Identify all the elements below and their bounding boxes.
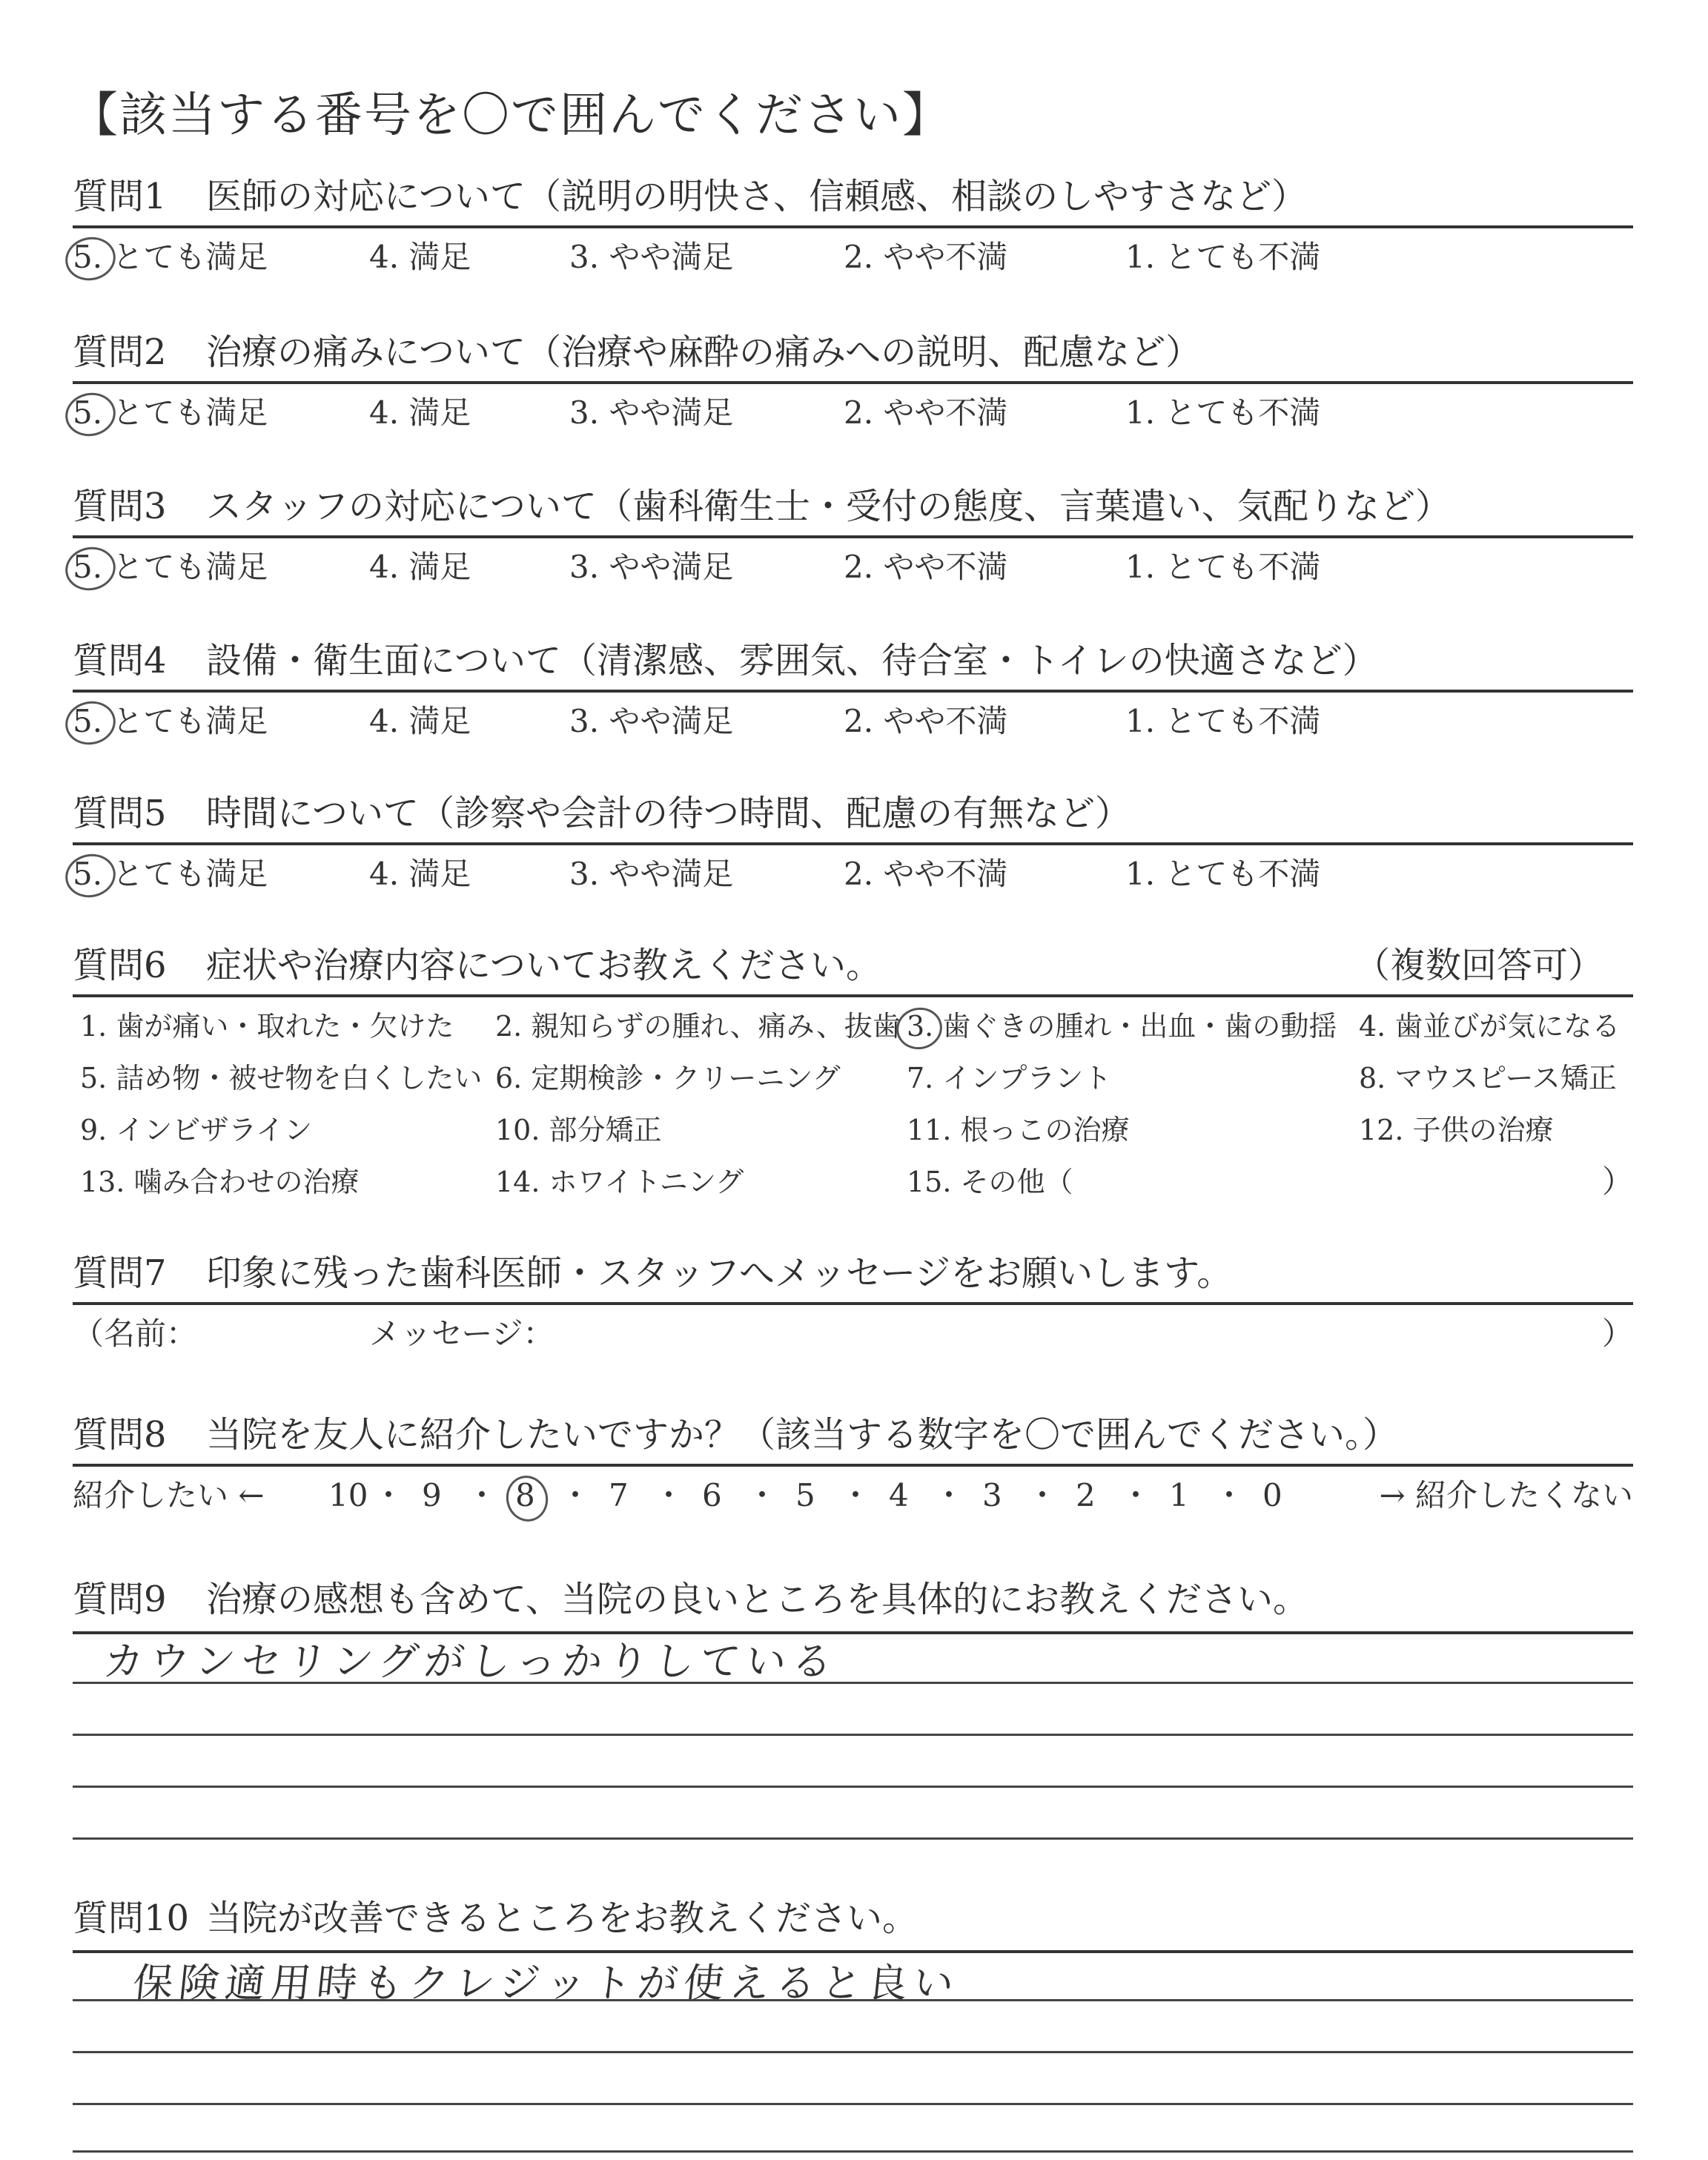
recommend-scale — [73, 1470, 1633, 1522]
symptom-option[interactable]: 5. 詰め物・被せ物を白くしたい — [80, 1062, 483, 1094]
question-text: スタッフの対応について（歯科衛生士・受付の態度、言葉遣い、気配りなど） — [206, 486, 1452, 527]
scale-separator: ・ — [1214, 1477, 1245, 1513]
question-text: 医師の対応について（説明の明快さ、信頼感、相談のしやすさなど） — [206, 176, 1308, 217]
scale-separator: ・ — [933, 1477, 965, 1513]
scale-number[interactable]: 3 — [982, 1477, 1002, 1513]
scale-number[interactable]: 4 — [889, 1477, 909, 1513]
question-text: 時間について（診察や会計の待つ時間、配慮の有無など） — [206, 793, 1131, 834]
page-title: 【該当する番号を〇で囲んでください】 — [70, 88, 951, 143]
scale-number[interactable]: 0 — [1262, 1477, 1282, 1513]
rating-option[interactable]: 3. やや満足 — [569, 239, 734, 275]
question-label: 質問8 — [73, 1414, 167, 1456]
symptom-option[interactable]: 14. ホワイトニング — [495, 1166, 744, 1198]
selected-circle-mark — [502, 1472, 552, 1525]
rating-option[interactable]: 1. とても不満 — [1125, 394, 1321, 431]
question-rule — [73, 994, 1633, 997]
rating-option[interactable]: 5. とても満足 — [73, 856, 268, 892]
rating-option[interactable]: 4. 満足 — [369, 394, 471, 431]
scale-number[interactable]: 10 — [328, 1477, 368, 1513]
writing-line — [73, 1682, 1633, 1684]
symptom-option[interactable]: 10. 部分矯正 — [495, 1114, 662, 1146]
symptom-option[interactable]: 11. 根っこの治療 — [907, 1114, 1130, 1146]
question-rule — [73, 381, 1633, 384]
multiple-answer-note: （複数回答可） — [1354, 945, 1603, 986]
rating-option[interactable]: 1. とても不満 — [1125, 239, 1321, 275]
symptom-option[interactable]: 1. 歯が痛い・取れた・欠けた — [80, 1010, 454, 1043]
rating-option[interactable]: 2. やや不満 — [844, 549, 1008, 585]
question-6 — [73, 938, 1633, 1220]
question-label: 質問10 — [73, 1898, 190, 1939]
rating-option[interactable]: 2. やや不満 — [844, 856, 1008, 892]
question-rule — [73, 535, 1633, 538]
question-label: 質問3 — [73, 486, 167, 527]
scale-separator: ・ — [560, 1477, 592, 1513]
symptom-option[interactable]: 7. インプラント — [907, 1062, 1112, 1094]
rating-options — [73, 387, 1633, 439]
question-label: 質問1 — [73, 176, 167, 217]
question-3 — [73, 479, 1633, 585]
q9-handwritten-answer: カウンセリングがしっかりしている — [101, 1638, 841, 1685]
symptom-option[interactable]: 8. マウスピース矯正 — [1359, 1062, 1617, 1094]
writing-line — [73, 1734, 1633, 1736]
scale-number[interactable]: 1 — [1169, 1477, 1189, 1513]
scale-separator: ・ — [466, 1477, 498, 1513]
symptom-option[interactable]: 9. インビザライン — [80, 1114, 313, 1146]
question-2 — [73, 325, 1633, 431]
rating-option[interactable]: 3. やや満足 — [569, 549, 734, 585]
question-text: 症状や治療内容についてお教えください。 — [206, 945, 882, 986]
scale-number[interactable]: 6 — [702, 1477, 722, 1513]
rating-option[interactable]: 1. とても不満 — [1125, 549, 1321, 585]
question-text: 治療の感想も含めて、当院の良いところを具体的にお教えください。 — [206, 1579, 1309, 1620]
scale-number[interactable]: 8 — [515, 1477, 535, 1513]
scale-separator: ・ — [373, 1477, 405, 1513]
question-text: 印象に残った歯科医師・スタッフへメッセージをお願いします。 — [206, 1252, 1233, 1294]
symptom-option[interactable]: 3. 歯ぐきの腫れ・出血・歯の動揺 — [907, 1010, 1337, 1043]
symptom-option[interactable]: 15. その他（ — [907, 1166, 1073, 1198]
rating-option[interactable]: 5. とても満足 — [73, 239, 268, 275]
symptom-option[interactable]: 4. 歯並びが気になる — [1359, 1010, 1621, 1043]
scale-number[interactable]: 7 — [609, 1477, 629, 1513]
question-label: 質問2 — [73, 331, 167, 373]
rating-option[interactable]: 2. やや不満 — [844, 394, 1008, 431]
writing-line — [73, 2051, 1633, 2053]
question-rule — [73, 690, 1633, 693]
rating-option[interactable]: 3. やや満足 — [569, 394, 734, 431]
scale-left-label: 紹介したい ← — [73, 1477, 265, 1513]
question-label: 質問9 — [73, 1579, 167, 1620]
symptom-option[interactable]: 13. 噛み合わせの治療 — [80, 1166, 360, 1198]
question-4 — [73, 633, 1633, 739]
scale-number[interactable]: 2 — [1076, 1477, 1096, 1513]
symptom-option[interactable]: 6. 定期検診・クリーニング — [495, 1062, 841, 1094]
question-8 — [73, 1407, 1633, 1513]
message-close-paren: ） — [1601, 1315, 1633, 1352]
rating-option[interactable]: 1. とても不満 — [1125, 856, 1321, 892]
rating-option[interactable]: 5. とても満足 — [73, 703, 268, 739]
question-rule — [73, 1464, 1633, 1467]
rating-options — [73, 541, 1633, 593]
rating-option[interactable]: 2. やや不満 — [844, 703, 1008, 739]
rating-option[interactable]: 4. 満足 — [369, 703, 471, 739]
scale-separator: ・ — [1027, 1477, 1059, 1513]
writing-line — [73, 1837, 1633, 1840]
rating-option[interactable]: 2. やや不満 — [844, 239, 1008, 275]
message-label: メッセージ： — [369, 1315, 555, 1352]
question-rule — [73, 225, 1633, 228]
name-label: （名前： — [73, 1315, 198, 1352]
question-label: 質問6 — [73, 945, 167, 986]
scale-separator: ・ — [1120, 1477, 1152, 1513]
writing-line — [73, 1786, 1633, 1788]
question-5 — [73, 786, 1633, 892]
rating-option[interactable]: 4. 満足 — [369, 549, 471, 585]
question-label: 質問5 — [73, 793, 167, 834]
question-7 — [73, 1246, 1633, 1352]
writing-line — [73, 1999, 1633, 2001]
question-text: 当院が改善できるところをお教えください。 — [206, 1898, 918, 1939]
question-1 — [73, 169, 1633, 275]
question-rule — [73, 842, 1633, 845]
rating-options — [73, 231, 1633, 283]
writing-line — [73, 2150, 1633, 2153]
other-close-paren: ） — [1601, 1163, 1633, 1200]
q10-handwritten-answer: 保険適用時もクレジットが使えると良い — [130, 1960, 962, 2007]
question-label: 質問4 — [73, 640, 167, 681]
scale-separator: ・ — [840, 1477, 872, 1513]
scale-separator: ・ — [653, 1477, 685, 1513]
rating-option[interactable]: 3. やや満足 — [569, 703, 734, 739]
scale-right-label: → 紹介したくない — [1379, 1477, 1633, 1513]
scale-number[interactable]: 5 — [795, 1477, 815, 1513]
symptom-option[interactable]: 2. 親知らずの腫れ、痛み、抜歯 — [495, 1010, 901, 1043]
question-label: 質問7 — [73, 1252, 167, 1294]
scale-number[interactable]: 9 — [422, 1477, 442, 1513]
rating-options — [73, 696, 1633, 747]
question-text: 当院を友人に紹介したいですか？（該当する数字を〇で囲んでください。） — [206, 1414, 1399, 1456]
question-text: 設備・衛生面について（清潔感、雰囲気、待合室・トイレの快適さなど） — [206, 640, 1378, 681]
rating-option[interactable]: 5. とても満足 — [73, 394, 268, 431]
writing-line — [73, 2103, 1633, 2105]
rating-option[interactable]: 1. とても不満 — [1125, 703, 1321, 739]
rating-option[interactable]: 3. やや満足 — [569, 856, 734, 892]
rating-option[interactable]: 4. 満足 — [369, 856, 471, 892]
rating-options — [73, 848, 1633, 900]
scale-separator: ・ — [747, 1477, 778, 1513]
rating-option[interactable]: 4. 満足 — [369, 239, 471, 275]
rating-option[interactable]: 5. とても満足 — [73, 549, 268, 585]
question-rule — [73, 1302, 1633, 1305]
question-text: 治療の痛みについて（治療や麻酔の痛みへの説明、配慮など） — [206, 331, 1202, 373]
symptom-option[interactable]: 12. 子供の治療 — [1359, 1114, 1554, 1146]
